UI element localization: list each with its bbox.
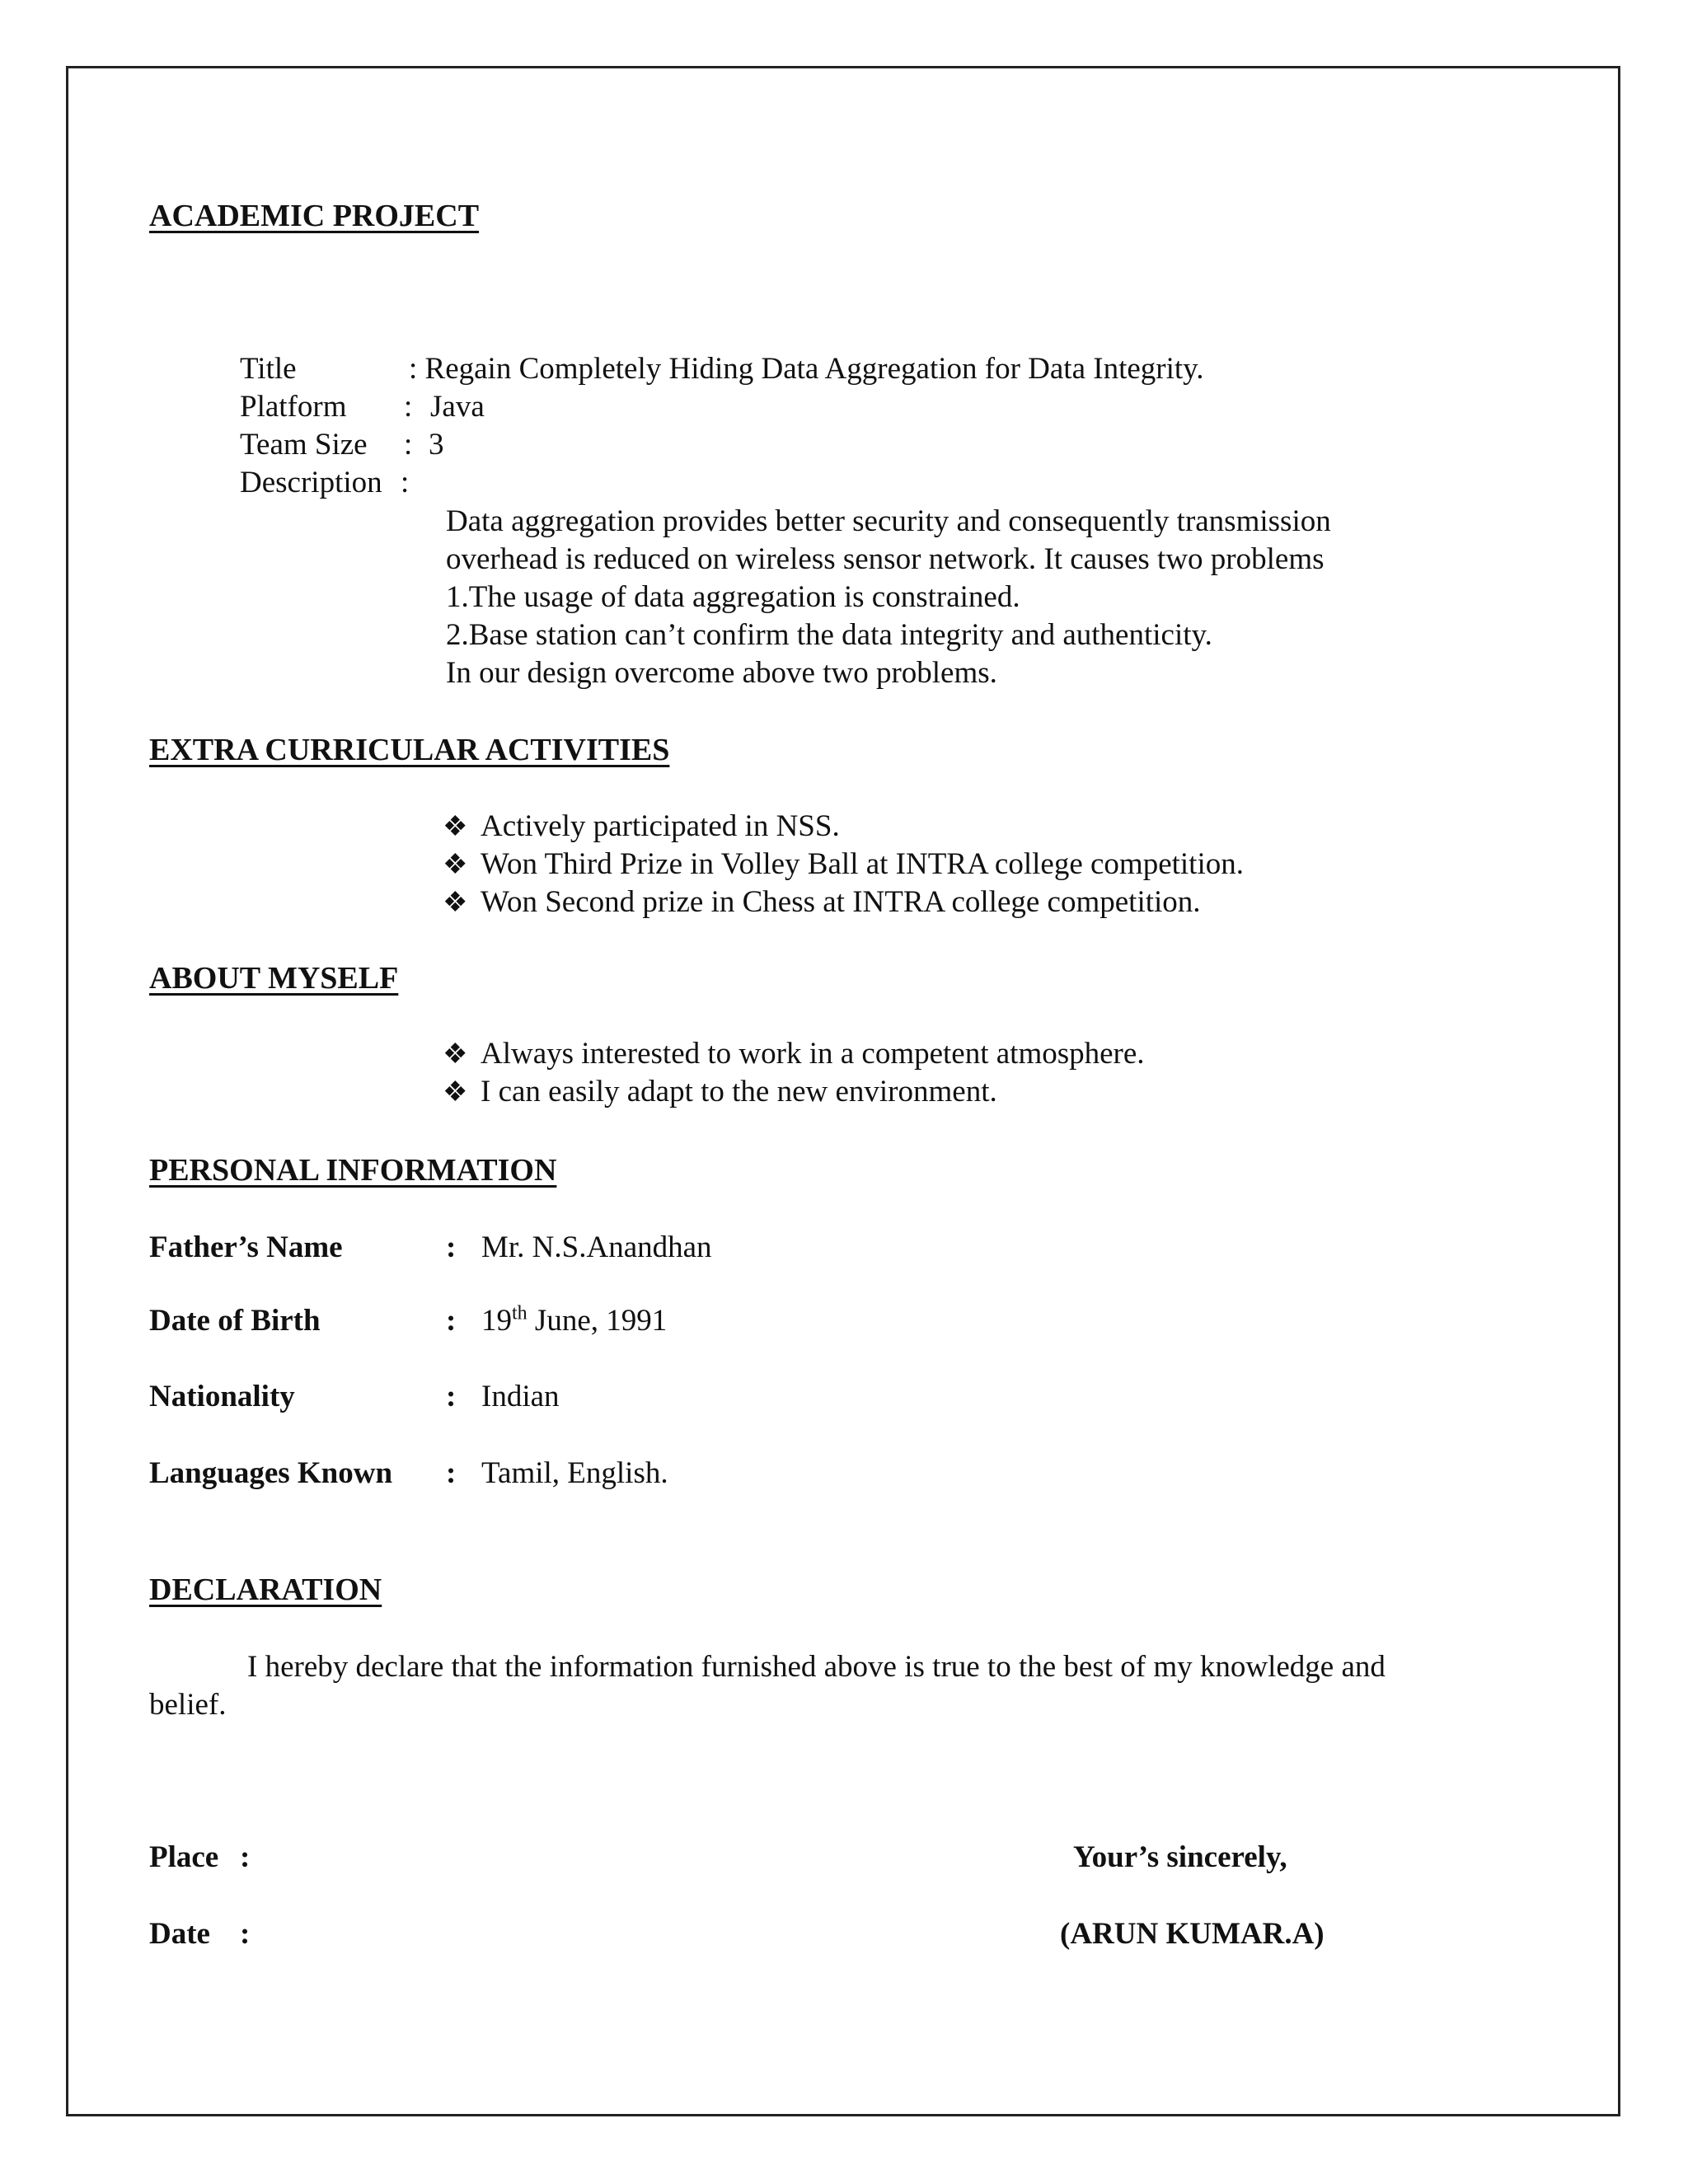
description-line: 2.Base station can’t confirm the data integrity and authenticity. [446, 618, 1212, 652]
team-size-value: 3 [429, 428, 444, 462]
date-label: Date [149, 1917, 210, 1951]
project-title: Regain Completely Hiding Data Aggregation for Data Integrity. [424, 352, 1204, 386]
date-of-birth-label: Date of Birth [149, 1304, 321, 1338]
platform-separator: : [404, 390, 413, 424]
dob-month-year: June, 1991 [527, 1304, 668, 1338]
signatory-name: (ARUN KUMAR.A) [1060, 1917, 1325, 1951]
fathers-name-label: Father’s Name [149, 1230, 343, 1264]
description-label: Description [240, 466, 382, 499]
diamond-bullet-icon: ❖ [443, 888, 468, 918]
about-myself-heading: ABOUT MYSELF [149, 961, 399, 996]
title-separator: : [409, 352, 425, 386]
description-line: overhead is reduced on wireless sensor network. It causes two problems [446, 542, 1325, 576]
team-size-label: Team Size [240, 428, 368, 462]
nationality-label: Nationality [149, 1380, 295, 1413]
dob-day: 19 [481, 1304, 512, 1338]
list-item [443, 1073, 997, 1112]
languages-known-label: Languages Known [149, 1456, 393, 1490]
diamond-bullet-icon: ❖ [443, 1077, 468, 1108]
place-label: Place [149, 1840, 219, 1874]
dob-ordinal-suffix: th [512, 1302, 528, 1324]
academic-project-heading: ACADEMIC PROJECT [149, 199, 480, 233]
diamond-bullet-icon: ❖ [443, 812, 468, 842]
nationality-colon: : [446, 1380, 457, 1413]
date-of-birth-value [481, 1302, 667, 1340]
declaration-text-line1: I hereby declare that the information furnished above is true to the best of my knowledge and [247, 1650, 1386, 1684]
title-label: Title [240, 352, 297, 386]
description-line: 1.The usage of data aggregation is constrained. [446, 580, 1020, 614]
declaration-heading: DECLARATION [149, 1572, 382, 1607]
personal-information-heading: PERSONAL INFORMATION [149, 1153, 557, 1188]
diamond-bullet-icon: ❖ [443, 1039, 468, 1070]
list-item [443, 883, 1201, 922]
list-item-text: I can easily adapt to the new environment. [481, 1075, 997, 1108]
description-line: Data aggregation provides better security and consequently transmission [446, 504, 1331, 538]
extra-curricular-heading: EXTRA CURRICULAR ACTIVITIES [149, 733, 670, 767]
closing-salutation: Your’s sincerely, [1073, 1840, 1287, 1874]
languages-known-colon: : [446, 1456, 457, 1490]
platform-value: Java [430, 390, 485, 424]
list-item [443, 1035, 1145, 1074]
nationality-value: Indian [481, 1380, 560, 1413]
team-size-separator: : [404, 428, 413, 462]
fathers-name-colon: : [446, 1230, 457, 1264]
list-item-text: Always interested to work in a competent atmosphere. [481, 1037, 1145, 1071]
place-colon: : [240, 1840, 251, 1874]
languages-known-value: Tamil, English. [481, 1456, 668, 1490]
fathers-name-value: Mr. N.S.Anandhan [481, 1230, 712, 1264]
diamond-bullet-icon: ❖ [443, 850, 468, 880]
description-line: In our design overcome above two problems. [446, 656, 997, 690]
list-item-text: Won Second prize in Chess at INTRA college competition. [481, 885, 1201, 919]
description-separator: : [401, 466, 410, 499]
list-item-text: Won Third Prize in Volley Ball at INTRA college competition. [481, 847, 1244, 881]
date-of-birth-colon: : [446, 1304, 457, 1338]
title-value [409, 350, 1204, 388]
platform-label: Platform [240, 390, 347, 424]
list-item-text: Actively participated in NSS. [481, 809, 840, 843]
list-item [443, 846, 1244, 884]
date-colon: : [240, 1917, 251, 1951]
declaration-text-line2: belief. [149, 1688, 227, 1722]
list-item [443, 808, 840, 846]
